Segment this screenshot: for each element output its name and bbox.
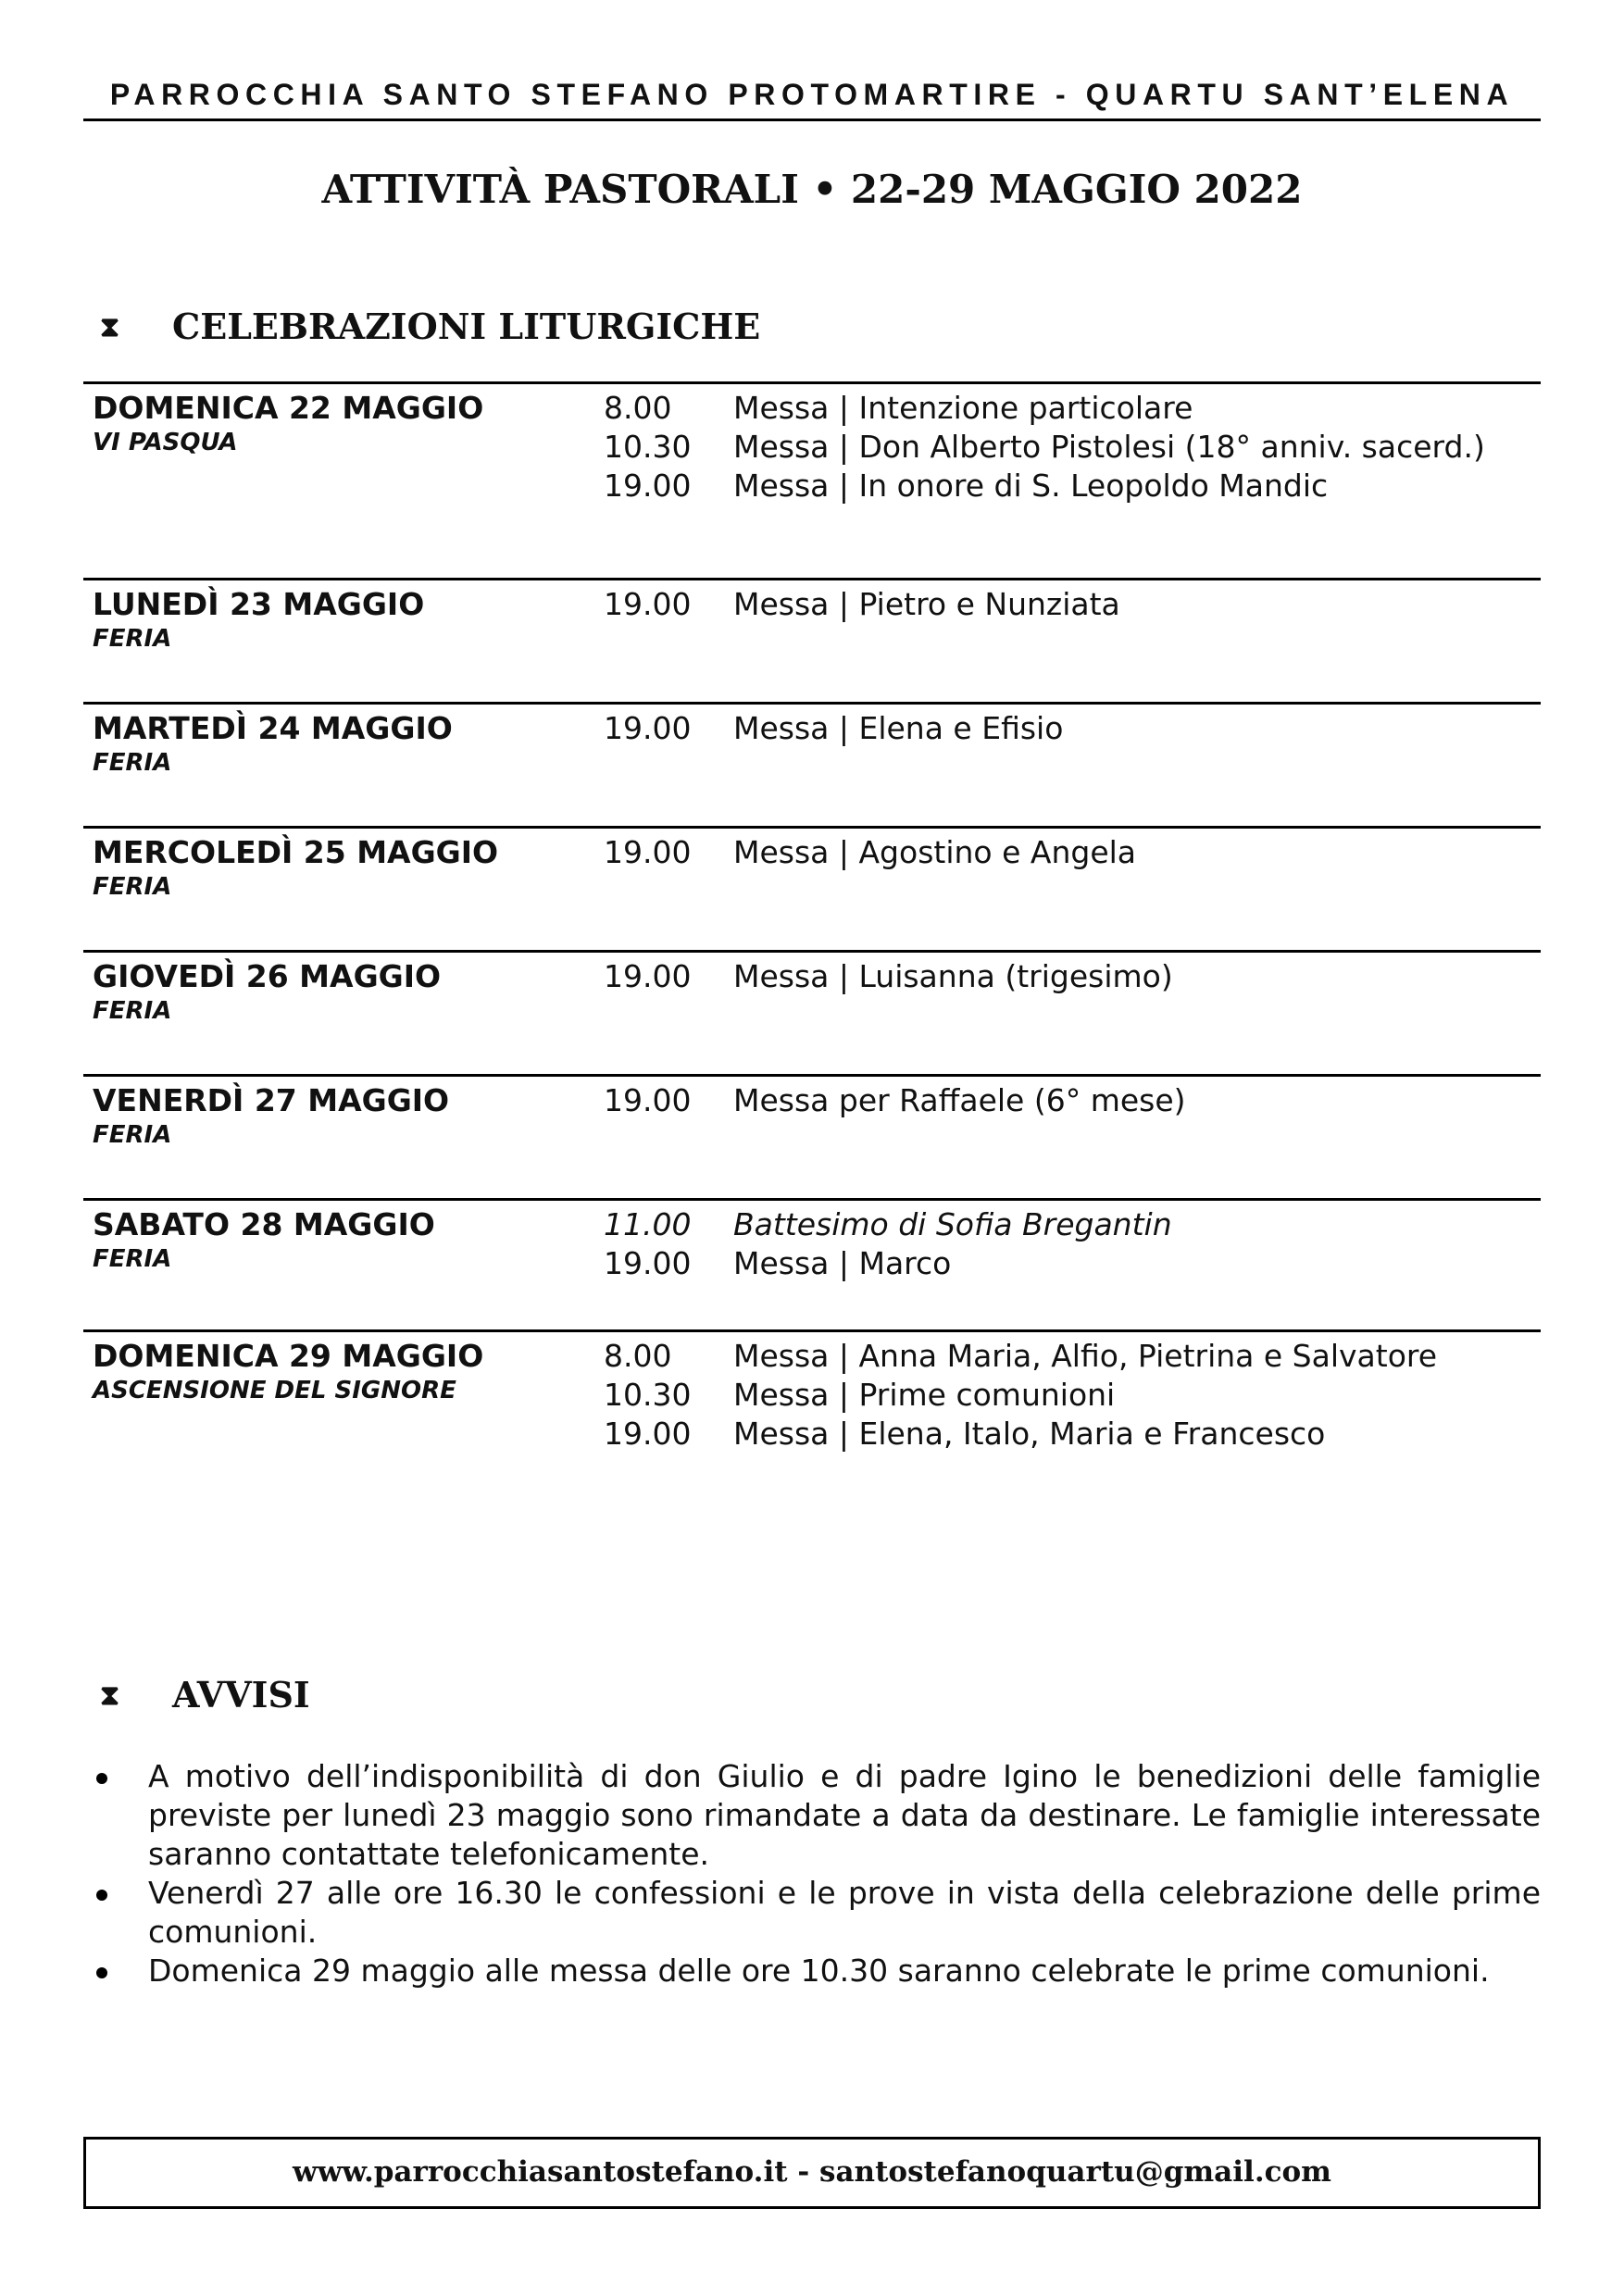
- schedule-day: [83, 578, 1541, 653]
- day-liturgical-note: FERIA: [93, 997, 172, 1025]
- event-description: Messa per Raffaele (6° mese): [733, 1082, 1186, 1118]
- event-time: 19.00: [604, 1082, 692, 1118]
- day-liturgical-note: FERIA: [93, 749, 172, 777]
- day-liturgical-note: ASCENSIONE DEL SIGNORE: [93, 1377, 456, 1404]
- event-time: 19.00: [604, 834, 692, 870]
- schedule-day: [83, 1074, 1541, 1149]
- day-name: SABATO 28 MAGGIO: [93, 1206, 435, 1242]
- event-time: 19.00: [604, 468, 692, 504]
- event-time: 8.00: [604, 390, 672, 426]
- event-description: Messa | Don Alberto Pistolesi (18° anniv. sacerd.): [733, 429, 1485, 465]
- schedule-day: [83, 381, 1541, 504]
- event-description: Messa | Luisanna (trigesimo): [733, 958, 1173, 994]
- event-description: Messa | Anna Maria, Alfio, Pietrina e Salvatore: [733, 1338, 1438, 1374]
- notice-text: Domenica 29 maggio alle messa delle ore 10.30 saranno celebrate le prime comunioni.: [148, 1953, 1490, 1989]
- schedule-day: [83, 826, 1541, 901]
- notice-text: A motivo dell’indisponibilità di don Giulio e di padre Igino le benedizioni delle famiglie previste per lunedì 23 maggio sono rimandate a data da destinare. Le famiglie interessate saranno contattate telefonicamente.: [148, 1758, 1541, 1872]
- celebrations-heading-label: CELEBRAZIONI LITURGICHE: [172, 306, 761, 347]
- notice-text: Venerdì 27 alle ore 16.30 le confessioni e le prove in vista della celebrazione delle prime comunioni.: [148, 1875, 1541, 1950]
- schedule-day: [83, 1198, 1541, 1281]
- event-description: Messa | Intenzione particolare: [733, 390, 1193, 426]
- schedule-day: [83, 702, 1541, 777]
- event-description: Messa | Prime comunioni: [733, 1377, 1116, 1413]
- day-liturgical-note: VI PASQUA: [93, 429, 238, 456]
- day-liturgical-note: FERIA: [93, 625, 172, 653]
- day-name: DOMENICA 22 MAGGIO: [93, 390, 484, 426]
- bullet-dot-icon: [96, 1967, 107, 1978]
- bullet-dot-icon: [96, 1773, 107, 1784]
- celebrations-heading: [100, 306, 760, 347]
- event-time: 10.30: [604, 429, 692, 465]
- event-description: Messa | Pietro e Nunziata: [733, 586, 1120, 622]
- notice-item: [83, 1952, 1541, 1990]
- day-liturgical-note: FERIA: [93, 1245, 172, 1273]
- day-liturgical-note: FERIA: [93, 873, 172, 901]
- hourglass-star-icon: ⧗: [100, 1679, 120, 1712]
- event-time: 19.00: [604, 958, 692, 994]
- hourglass-star-icon: ⧗: [100, 311, 120, 343]
- day-name: VENERDÌ 27 MAGGIO: [93, 1082, 450, 1118]
- footer-contacts[interactable]: www.parrocchiasantostefano.it - santostefanoquartu@gmail.com: [83, 2137, 1541, 2209]
- event-description: Messa | Elena, Italo, Maria e Francesco: [733, 1416, 1326, 1452]
- day-name: MERCOLEDÌ 25 MAGGIO: [93, 834, 499, 870]
- event-description: Messa | In onore di S. Leopoldo Mandic: [733, 468, 1329, 504]
- schedule-day: [83, 1329, 1541, 1452]
- day-name: MARTEDÌ 24 MAGGIO: [93, 710, 453, 746]
- event-time: 19.00: [604, 1416, 692, 1452]
- event-description: Messa | Marco: [733, 1245, 952, 1281]
- notice-item: [83, 1874, 1541, 1952]
- event-time: 19.00: [604, 1245, 692, 1281]
- event-time: 11.00: [604, 1206, 692, 1242]
- notice-item: [83, 1757, 1541, 1874]
- day-liturgical-note: FERIA: [93, 1121, 172, 1149]
- notices-heading: [100, 1674, 310, 1716]
- event-description: Messa | Agostino e Angela: [733, 834, 1137, 870]
- bullet-dot-icon: [96, 1890, 107, 1901]
- event-time: 8.00: [604, 1338, 672, 1374]
- notices-list: [83, 1757, 1541, 1990]
- event-time: 10.30: [604, 1377, 692, 1413]
- day-name: LUNEDÌ 23 MAGGIO: [93, 586, 425, 622]
- event-description: Messa | Elena e Efisio: [733, 710, 1064, 746]
- event-description: Battesimo di Sofia Bregantin: [733, 1206, 1172, 1242]
- parish-header: PARROCCHIA SANTO STEFANO PROTOMARTIRE - QUARTU SANT’ELENA: [109, 78, 1515, 111]
- header-rule: [83, 119, 1541, 121]
- schedule-day: [83, 950, 1541, 1025]
- page-title: ATTIVITÀ PASTORALI • 22-29 MAGGIO 2022: [321, 167, 1303, 212]
- day-name: GIOVEDÌ 26 MAGGIO: [93, 958, 442, 994]
- notices-heading-label: AVVISI: [172, 1674, 310, 1716]
- event-time: 19.00: [604, 710, 692, 746]
- day-name: DOMENICA 29 MAGGIO: [93, 1338, 484, 1374]
- event-time: 19.00: [604, 586, 692, 622]
